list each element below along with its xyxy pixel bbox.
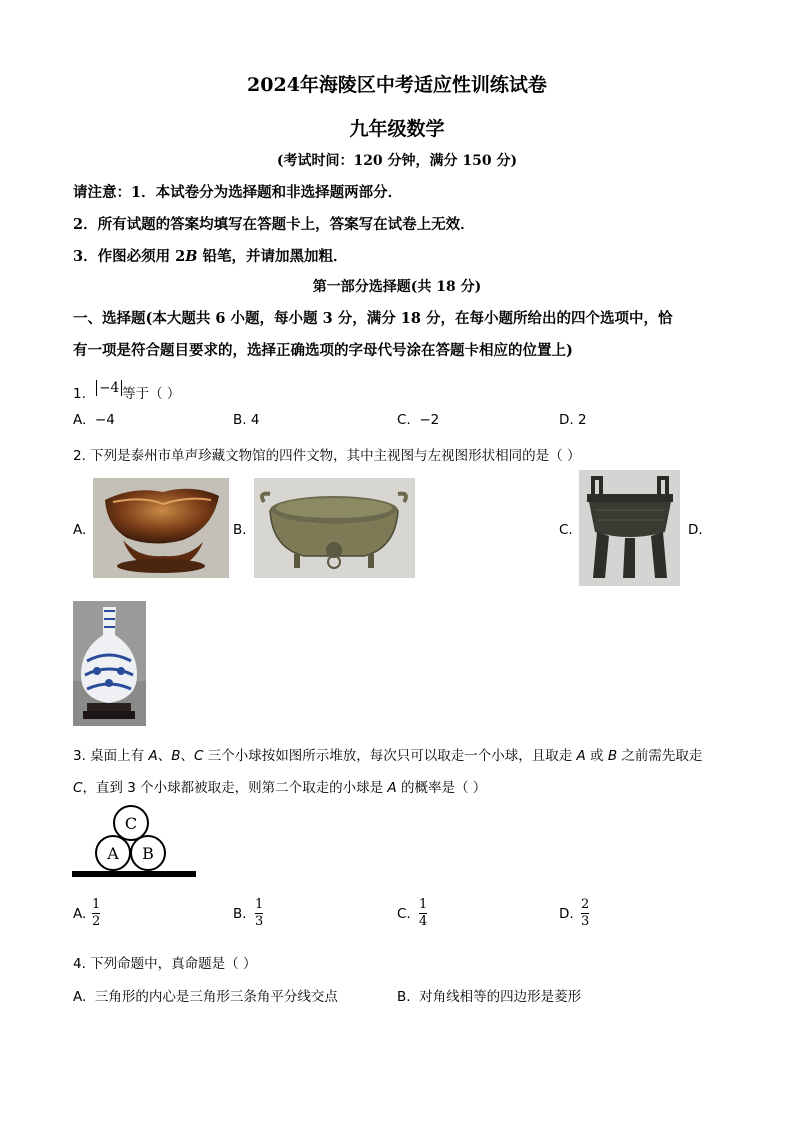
note-2: 2．所有试题的答案均填写在答题卡上，答案写在试卷上无效．	[73, 216, 475, 233]
q3-ball-diagram	[72, 803, 198, 883]
q3-option-a-label[interactable]: A.	[73, 906, 87, 922]
q3-option-c-label[interactable]: C.	[397, 906, 411, 922]
exam-subject: 九年级数学	[349, 118, 445, 140]
exam-title: 2024年海陵区中考适应性训练试卷	[247, 74, 547, 96]
q2-label-a[interactable]: A.	[73, 522, 87, 538]
q3-stem-line2: C，直到 3 个小球都被取走，则第二个取走的小球是 A 的概率是（ ）	[73, 780, 487, 796]
q4-option-b[interactable]: B. 对角线相等的四边形是菱形	[397, 989, 582, 1005]
q2-label-b[interactable]: B.	[233, 522, 247, 538]
part-title: 第一部分选择题(共 18 分)	[312, 279, 482, 295]
bronze-basin-icon	[254, 478, 415, 578]
q3-option-b-label[interactable]: B.	[233, 906, 247, 922]
q4-option-a[interactable]: A. 三角形的内心是三角形三条角平分线交点	[73, 989, 338, 1005]
jade-cup-icon	[93, 478, 229, 578]
q3-option-a-fraction: 1 2	[92, 897, 101, 929]
section-instruction-line1: 一、选择题(本大题共 6 小题，每小题 3 分，满分 18 分，在每小题所给出的四个选项中，恰	[73, 310, 673, 327]
ball-a-label: A	[107, 844, 119, 863]
q3-option-d-fraction: 2 3	[581, 897, 590, 929]
q1-option-c[interactable]: C. −2	[397, 412, 440, 428]
q2-label-c[interactable]: C.	[559, 522, 573, 538]
q1-option-b[interactable]: B. 4	[233, 412, 260, 428]
q1-number: 1.	[73, 386, 86, 402]
q2-image-c	[579, 470, 680, 586]
q2-image-b	[254, 478, 415, 578]
q2-image-d	[73, 601, 146, 726]
ball-b-label: B	[142, 844, 154, 863]
exam-info: (考试时间：120 分钟，满分 150 分)	[276, 153, 518, 169]
q1-option-d[interactable]: D. 2	[559, 412, 587, 428]
note-3: 3．作图必须用 2B 铅笔，并请加黑加粗．	[73, 248, 348, 265]
q2-image-a	[93, 478, 229, 578]
q1-abs-expression	[96, 380, 122, 402]
note-1: 请注意：1．本试卷分为选择题和非选择题两部分．	[73, 184, 403, 201]
bronze-ding-icon	[579, 470, 680, 586]
q1-suffix: 等于（ ）	[122, 386, 181, 402]
porcelain-vase-icon	[73, 601, 146, 726]
q4-stem: 4. 下列命题中，真命题是（ ）	[73, 956, 257, 972]
q1-abs-value: −4	[96, 380, 122, 396]
section-instruction-line2: 有一项是符合题目要求的，选择正确选项的字母代号涂在答题卡相应的位置上)	[73, 342, 573, 359]
q3-option-c-fraction: 1 4	[419, 897, 428, 929]
table-surface	[72, 871, 196, 877]
q3-stem-line1: 3. 桌面上有 A、B、C 三个小球按如图所示堆放，每次只可以取走一个小球，且取走 A 或 B 之前需先取走	[73, 748, 703, 764]
q1-stem	[73, 382, 180, 402]
q2-label-d[interactable]: D.	[688, 522, 703, 538]
ball-c-label: C	[124, 814, 138, 833]
q1-option-a[interactable]: A. −4	[73, 412, 115, 428]
q3-option-b-fraction: 1 3	[255, 897, 264, 929]
q2-stem: 2. 下列是泰州市单声珍藏文物馆的四件文物，其中主视图与左视图形状相同的是（ ）	[73, 448, 581, 464]
q3-option-d-label[interactable]: D.	[559, 906, 574, 922]
